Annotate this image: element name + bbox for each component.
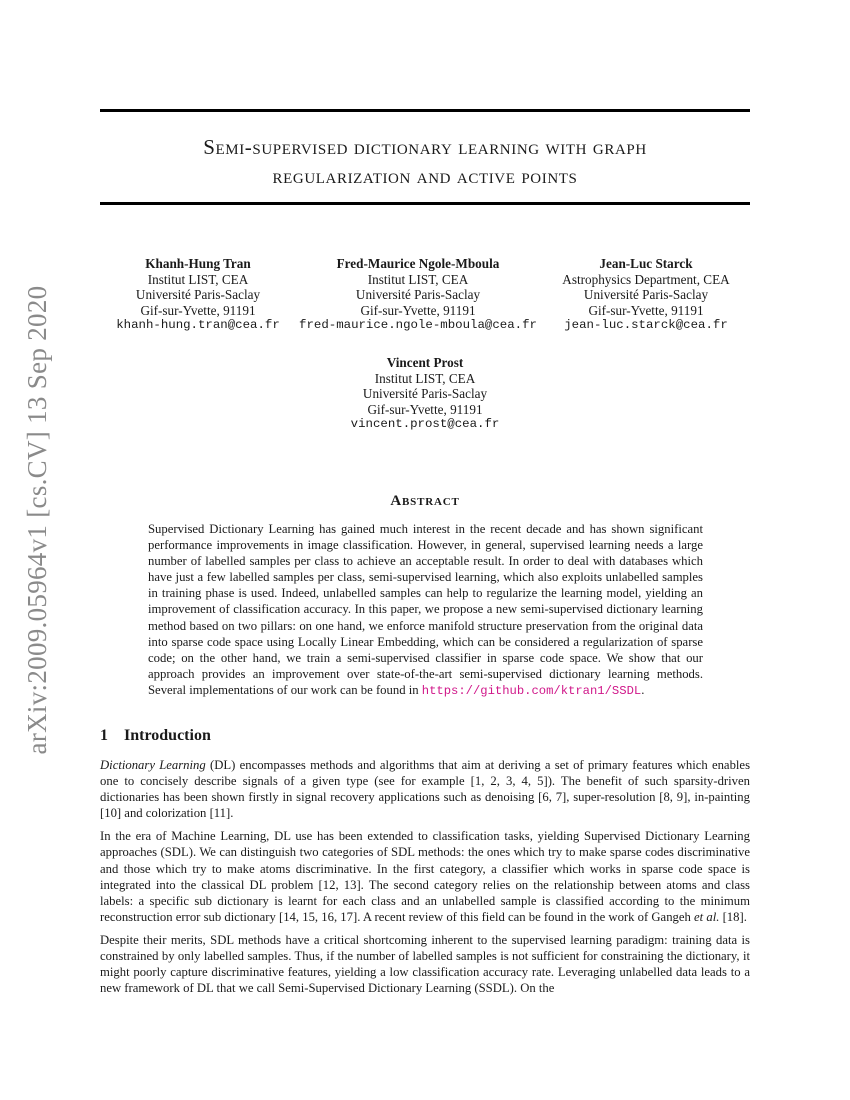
- introduction-body: [100, 757, 750, 1003]
- author-city: Gif-sur-Yvette, 91191: [360, 302, 476, 318]
- title-rule-bottom: [100, 202, 750, 205]
- author-email[interactable]: jean-luc.starck@cea.fr: [564, 318, 728, 333]
- paragraph-2: [100, 828, 750, 925]
- abstract-heading: Abstract: [390, 493, 460, 509]
- author-city: Gif-sur-Yvette, 91191: [588, 302, 704, 318]
- author-block-4: [325, 355, 525, 433]
- author-affiliation: Astrophysics Department, CEA: [562, 271, 730, 287]
- paragraph-2-end: [18].: [719, 909, 747, 924]
- arxiv-identifier-stamp: arXiv:2009.05964v1 [cs.CV] 13 Sep 2020: [22, 285, 52, 755]
- author-university: Université Paris-Saclay: [135, 287, 261, 303]
- abstract-body: Supervised Dictionary Learning has gained much interest in the recent decade and has shown significant performance improvements in image classification. However, in general, supervised learning needs a large number of labelled samples per class to achieve an acceptable result. In order to deal with databases which have just a few labelled samples per class, semi-supervised learning, which also exploits unlabelled samples in training phase is used. Indeed, unlabelled samples can help to regularize the learning model, yielding an improvement of classification accuracy. In this paper, we propose a new semi-supervised dictionary learning method based on two pillars: on one hand, we enforce manifold structure preservation from the original data into sparse code space using Locally Linear Embedding, which can be considered a regularization of sparse code; on the other hand, we train a semi-supervised classifier in sparse code space. We show that our approach provides an improvement over state-of-the-art semi-supervised dictionary learning methods. Several implementations of our work can be found in: [148, 522, 703, 697]
- title-line-2: regularization and active points: [272, 164, 578, 188]
- title-rule-top: [100, 109, 750, 112]
- author-email[interactable]: vincent.prost@cea.fr: [350, 417, 500, 432]
- section-heading-introduction: [100, 727, 211, 745]
- abstract-end: .: [641, 682, 645, 697]
- author-name: Jean-Luc Starck: [599, 256, 693, 271]
- paragraph-3-text: Despite their merits, SDL methods have a critical shortcoming inherent to the supervised learning paradigm: training data is constrained by only labelled samples. Thus, if the number of labelled samples is not sufficient for constraining the dictionary, it might poorly capture discriminative features, yielding a low classification accuracy rate. Leveraging unlabelled data leads to a new framework of DL that we call Semi-Supervised Dictionary Learning (SSDL). On the: [100, 932, 750, 996]
- author-city: Gif-sur-Yvette, 91191: [140, 302, 256, 318]
- author-email[interactable]: khanh-hung.tran@cea.fr: [116, 318, 280, 333]
- author-university: Université Paris-Saclay: [362, 386, 488, 402]
- title-line-1: Semi-supervised dictionary learning with graph: [203, 135, 647, 159]
- author-affiliation: Institut LIST, CEA: [147, 271, 249, 287]
- author-name: Vincent Prost: [386, 355, 464, 370]
- et-al: et al.: [694, 909, 720, 924]
- paragraph-3: [100, 932, 750, 996]
- author-block-1: [95, 256, 301, 334]
- author-email[interactable]: fred-maurice.ngole-mboula@cea.fr: [299, 318, 537, 333]
- paper-title: [100, 133, 750, 191]
- author-name: Fred-Maurice Ngole-Mboula: [336, 256, 500, 271]
- author-block-3: [545, 256, 747, 334]
- paragraph-1-text: (DL) encompasses methods and algorithms that aim at deriving a set of primary features which enables one to concisely describe signals of a given type (see for example [1, 2, 3, 4, 5]). The benefit of such sparsity-driven dictionaries has been shown firstly in signal recovery applications such as denoising [6, 7], super-resolution [8, 9], in-painting [10] and colorization [11].: [100, 758, 751, 821]
- term-dictionary-learning: Dictionary Learning: [100, 758, 206, 772]
- author-block-2: [295, 256, 541, 334]
- github-link[interactable]: https://github.com/ktran1/SSDL: [421, 683, 642, 698]
- author-affiliation: Institut LIST, CEA: [374, 370, 476, 386]
- author-affiliation: Institut LIST, CEA: [367, 271, 469, 287]
- author-university: Université Paris-Saclay: [583, 287, 709, 303]
- author-city: Gif-sur-Yvette, 91191: [367, 401, 483, 417]
- paragraph-1: [100, 757, 750, 821]
- section-title: Introduction: [124, 727, 211, 744]
- abstract-text: [148, 521, 703, 699]
- author-name: Khanh-Hung Tran: [145, 256, 251, 271]
- section-number: 1: [100, 727, 108, 744]
- author-university: Université Paris-Saclay: [355, 287, 481, 303]
- paragraph-2-text: In the era of Machine Learning, DL use has been extended to classification tasks, yielding Supervised Dictionary Learning approaches (SDL). We can distinguish two categories of SDL methods: the ones which try to make sparse codes discriminative and those which try to make atoms discriminative. In the first category, a classifier which works in sparse code space is integrated into the classical DL problem [12, 13]. The second category relies on the relationship between atoms and class labels: a specific sub dictionary is learnt for each class and an unlabelled sample is classified according to the minimum reconstruction error sub dictionary [14, 15, 16, 17]. A recent review of this field can be found in the work of Gangeh: [100, 829, 750, 924]
